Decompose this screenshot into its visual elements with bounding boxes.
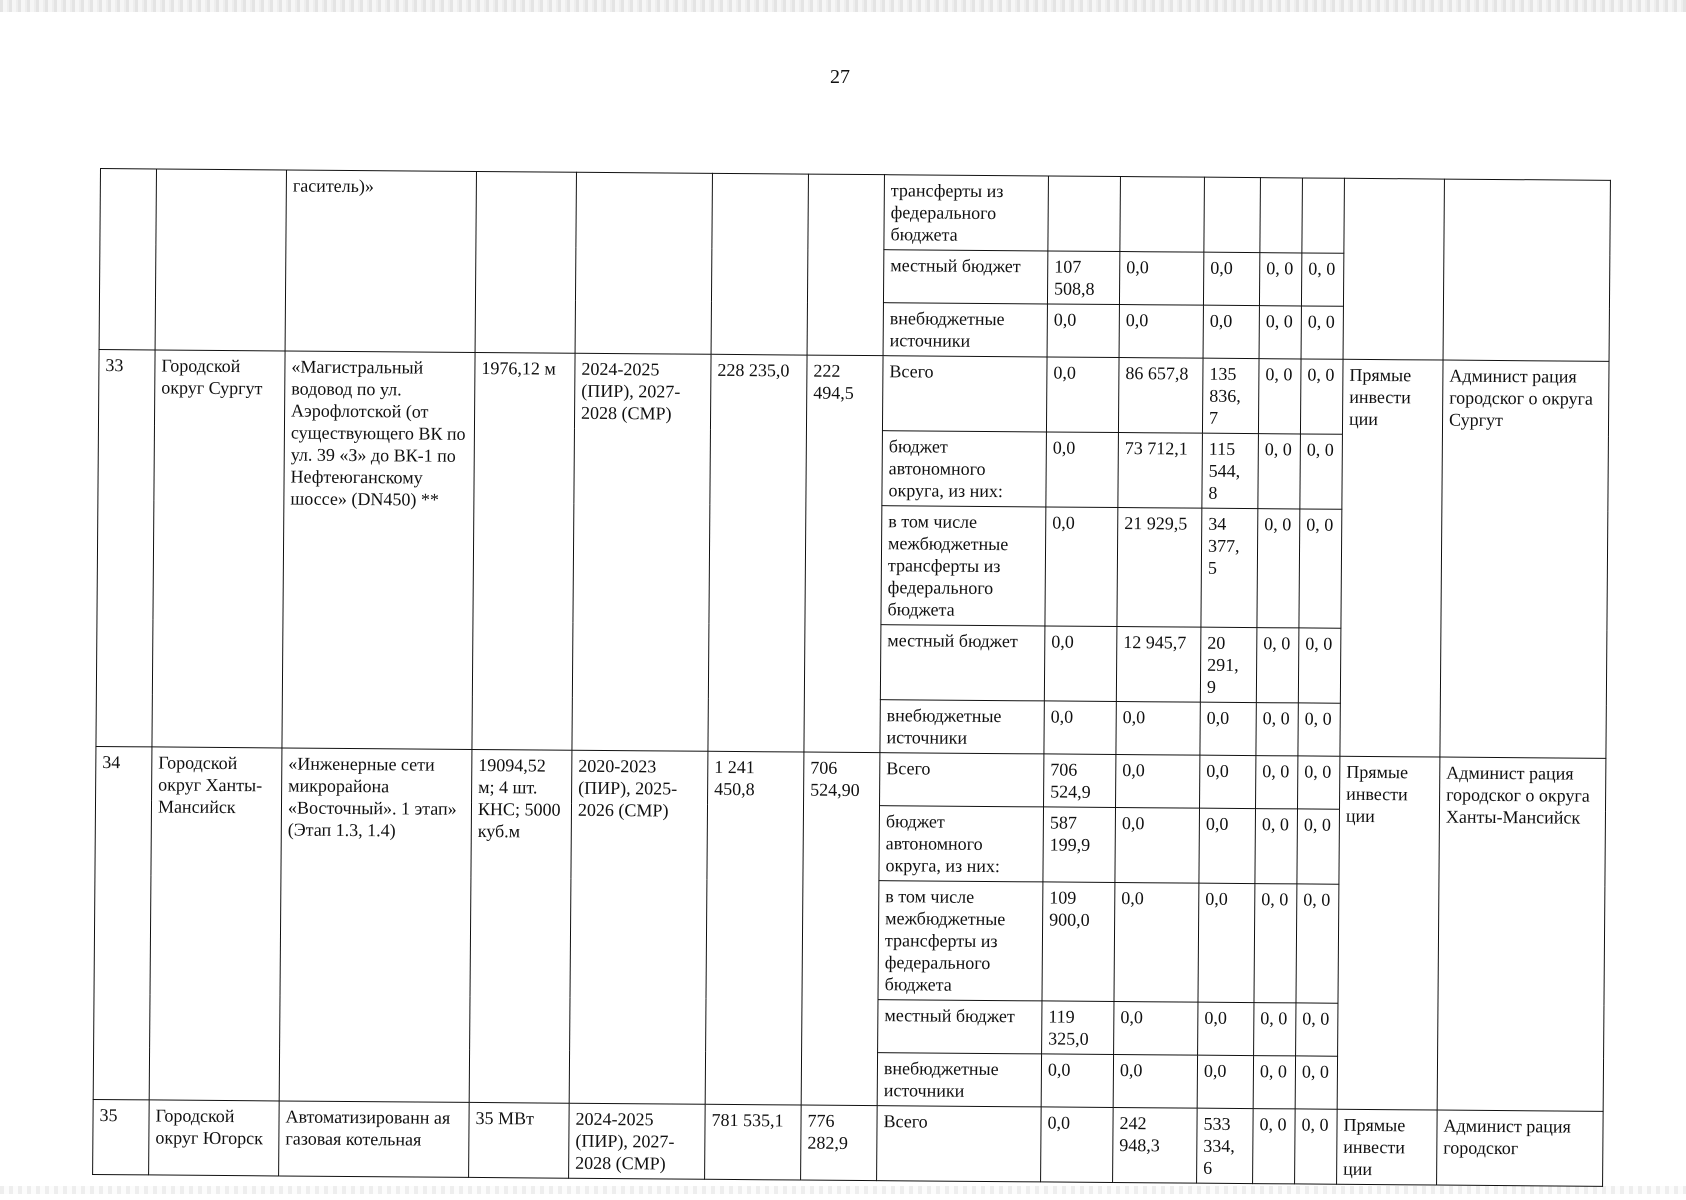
remaining-cost-cell (807, 174, 884, 356)
row-number-cell (99, 169, 156, 350)
amount-cell: 0,0 (1203, 252, 1259, 305)
project-name-cell: «Инженерные сети микрорайона «Восточный». 1 этап» (Этап 1.3, 1.4) (279, 748, 472, 1102)
cost-cell: 1 241 450,8 (705, 751, 804, 1105)
mechanism-cell: Прямые инвести ции (1337, 1109, 1438, 1185)
amount-cell: 0,0 (1046, 432, 1119, 508)
municipality-cell (155, 169, 286, 351)
amount-cell: 0,0 (1203, 305, 1259, 358)
amount-cell: 107 508,8 (1047, 251, 1119, 305)
amount-cell: 706 524,9 (1044, 754, 1116, 808)
executor-cell: Админист рация городског о округа Ханты-Мансийск (1437, 757, 1606, 1111)
amount-cell: 533 334, 6 (1197, 1108, 1254, 1183)
amount-cell: 0,0 (1198, 883, 1255, 1002)
amount-cell: 0, 0 (1254, 1003, 1296, 1056)
amount-cell: 0, 0 (1296, 1003, 1338, 1056)
row-number-cell: 34 (93, 746, 152, 1099)
amount-cell: 109 900,0 (1042, 882, 1115, 1002)
funding-source-cell: Всего (882, 356, 1047, 432)
amount-cell: 0,0 (1200, 702, 1256, 755)
remaining-cost-cell: 776 282,9 (801, 1105, 878, 1181)
municipality-cell: Городской округ Ханты-Мансийск (149, 747, 282, 1101)
amount-cell: 0, 0 (1256, 756, 1298, 809)
municipality-cell: Городской округ Югорск (149, 1100, 280, 1176)
amount-cell (1204, 177, 1261, 252)
scan-edge-top (0, 0, 1686, 12)
amount-cell: 12 945,7 (1116, 627, 1201, 703)
funding-source-cell: местный бюджет (878, 1000, 1042, 1054)
amount-cell: 0,0 (1046, 357, 1119, 433)
page-number: 27 (830, 66, 850, 88)
amount-cell: 0, 0 (1259, 306, 1301, 359)
amount-cell: 34 377, 5 (1201, 508, 1258, 627)
remaining-cost-cell: 706 524,90 (801, 752, 880, 1106)
amount-cell: 0, 0 (1300, 434, 1343, 509)
amount-cell: 0,0 (1116, 701, 1200, 755)
cost-cell: 781 535,1 (705, 1104, 802, 1180)
amount-cell (1302, 178, 1345, 253)
amount-cell: 0,0 (1116, 754, 1200, 808)
investment-projects-table (92, 168, 1611, 1187)
table-row (93, 1099, 1604, 1186)
project-name-cell: Автоматизированн ая газовая котельная (279, 1101, 470, 1177)
row-number-cell: 35 (93, 1099, 150, 1174)
amount-cell: 0,0 (1200, 755, 1256, 808)
cost-cell (711, 173, 808, 355)
amount-cell: 0, 0 (1256, 703, 1298, 756)
amount-cell: 0,0 (1198, 1002, 1254, 1055)
capacity-cell (475, 171, 576, 353)
amount-cell: 0,0 (1199, 808, 1256, 883)
amount-cell: 86 657,8 (1118, 358, 1203, 434)
funding-source-cell: внебюджетные источники (880, 700, 1044, 754)
amount-cell (1048, 176, 1121, 252)
amount-cell: 0, 0 (1298, 703, 1340, 756)
amount-cell: 0, 0 (1258, 359, 1301, 434)
period-cell: 2024-2025 (ПИР), 2027-2028 (СМР) (569, 1103, 706, 1179)
amount-cell: 0,0 (1114, 1001, 1198, 1055)
amount-cell: 0, 0 (1297, 809, 1340, 884)
funding-source-cell: в том числе межбюджетные трансферты из федерального бюджета (881, 506, 1046, 626)
table-row (96, 746, 1606, 811)
cost-cell: 228 235,0 (708, 354, 807, 752)
period-cell: 2024-2025 (ПИР), 2027-2028 (СМР) (572, 353, 711, 751)
amount-cell: 0, 0 (1258, 434, 1301, 509)
amount-cell: 0, 0 (1259, 253, 1301, 306)
amount-cell: 587 199,9 (1043, 807, 1116, 883)
amount-cell: 0, 0 (1257, 509, 1300, 628)
amount-cell (1260, 178, 1303, 253)
municipality-cell: Городской округ Сургут (152, 350, 285, 748)
amount-cell: 0,0 (1119, 305, 1203, 359)
funding-source-cell: внебюджетные источники (877, 1053, 1041, 1107)
amount-cell: 0,0 (1113, 1054, 1197, 1108)
amount-cell (1120, 177, 1205, 253)
mechanism-cell: Прямые инвести ции (1340, 359, 1443, 757)
capacity-cell: 1976,12 м (472, 352, 575, 750)
amount-cell: 0, 0 (1300, 359, 1343, 434)
project-name-cell: гаситель)» (285, 170, 476, 352)
amount-cell: 0, 0 (1253, 1056, 1295, 1109)
capacity-cell: 35 МВт (469, 1102, 570, 1178)
amount-cell: 0, 0 (1253, 1109, 1296, 1184)
amount-cell: 20 291, 9 (1200, 627, 1257, 702)
amount-cell: 0,0 (1047, 304, 1119, 358)
amount-cell: 0, 0 (1301, 306, 1343, 359)
amount-cell: 0, 0 (1298, 628, 1341, 703)
amount-cell: 0,0 (1197, 1055, 1253, 1108)
amount-cell: 0,0 (1114, 882, 1199, 1002)
table-row (98, 349, 1609, 436)
amount-cell: 0, 0 (1295, 1109, 1338, 1184)
funding-source-cell: бюджет автономного округа, из них: (882, 431, 1047, 507)
amount-cell: 0,0 (1041, 1107, 1114, 1183)
amount-cell: 0,0 (1044, 701, 1116, 755)
amount-cell: 135 836, 7 (1202, 358, 1259, 433)
funding-source-cell: внебюджетные источники (883, 303, 1047, 357)
executor-cell (1443, 179, 1610, 361)
executor-cell: Админист рация городског (1437, 1110, 1604, 1186)
amount-cell: 119 325,0 (1042, 1001, 1114, 1055)
amount-cell: 0,0 (1041, 1054, 1113, 1108)
funding-source-cell: местный бюджет (880, 625, 1045, 701)
amount-cell: 0, 0 (1256, 628, 1299, 703)
mechanism-cell (1343, 178, 1444, 360)
table-row (100, 169, 1611, 256)
scan-edge-bottom (0, 1186, 1686, 1194)
amount-cell: 242 948,3 (1113, 1107, 1198, 1183)
amount-cell: 0, 0 (1301, 253, 1343, 306)
project-name-cell: «Магистральный водовод по ул. Аэрофлотской (от существующего ВК по ул. 39 «З» до ВК-1 по Нефтеюганскому шоссе» (DN450) ** (282, 351, 475, 749)
period-cell (575, 172, 712, 354)
amount-cell: 0, 0 (1299, 509, 1342, 628)
period-cell: 2020-2023 (ПИР), 2025-2026 (СМР) (569, 750, 708, 1104)
amount-cell: 0,0 (1119, 252, 1203, 306)
funding-source-cell: Всего (877, 1106, 1042, 1182)
amount-cell: 0,0 (1115, 807, 1200, 883)
amount-cell: 0, 0 (1296, 884, 1339, 1003)
funding-source-cell: местный бюджет (883, 250, 1047, 304)
funding-source-cell: трансферты из федерального бюджета (884, 175, 1049, 251)
funding-source-cell: в том числе межбюджетные трансферты из федерального бюджета (878, 881, 1043, 1001)
amount-cell: 0, 0 (1298, 756, 1340, 809)
amount-cell: 0, 0 (1295, 1056, 1337, 1109)
amount-cell: 0, 0 (1254, 884, 1297, 1003)
row-number-cell: 33 (96, 349, 155, 746)
amount-cell: 0,0 (1044, 626, 1117, 702)
executor-cell: Админист рация городског о округа Сургут (1440, 360, 1609, 758)
amount-cell: 0, 0 (1255, 809, 1298, 884)
amount-cell: 21 929,5 (1117, 508, 1202, 628)
funding-source-cell: Всего (880, 753, 1044, 807)
amount-cell: 0,0 (1045, 507, 1118, 627)
capacity-cell: 19094,52 м; 4 шт. КНС; 5000 куб.м (469, 749, 572, 1103)
remaining-cost-cell: 222 494,5 (804, 355, 883, 753)
mechanism-cell: Прямые инвести ции (1337, 756, 1440, 1110)
amount-cell: 115 544, 8 (1202, 433, 1259, 508)
amount-cell: 73 712,1 (1118, 433, 1203, 509)
funding-source-cell: бюджет автономного округа, из них: (879, 806, 1044, 882)
